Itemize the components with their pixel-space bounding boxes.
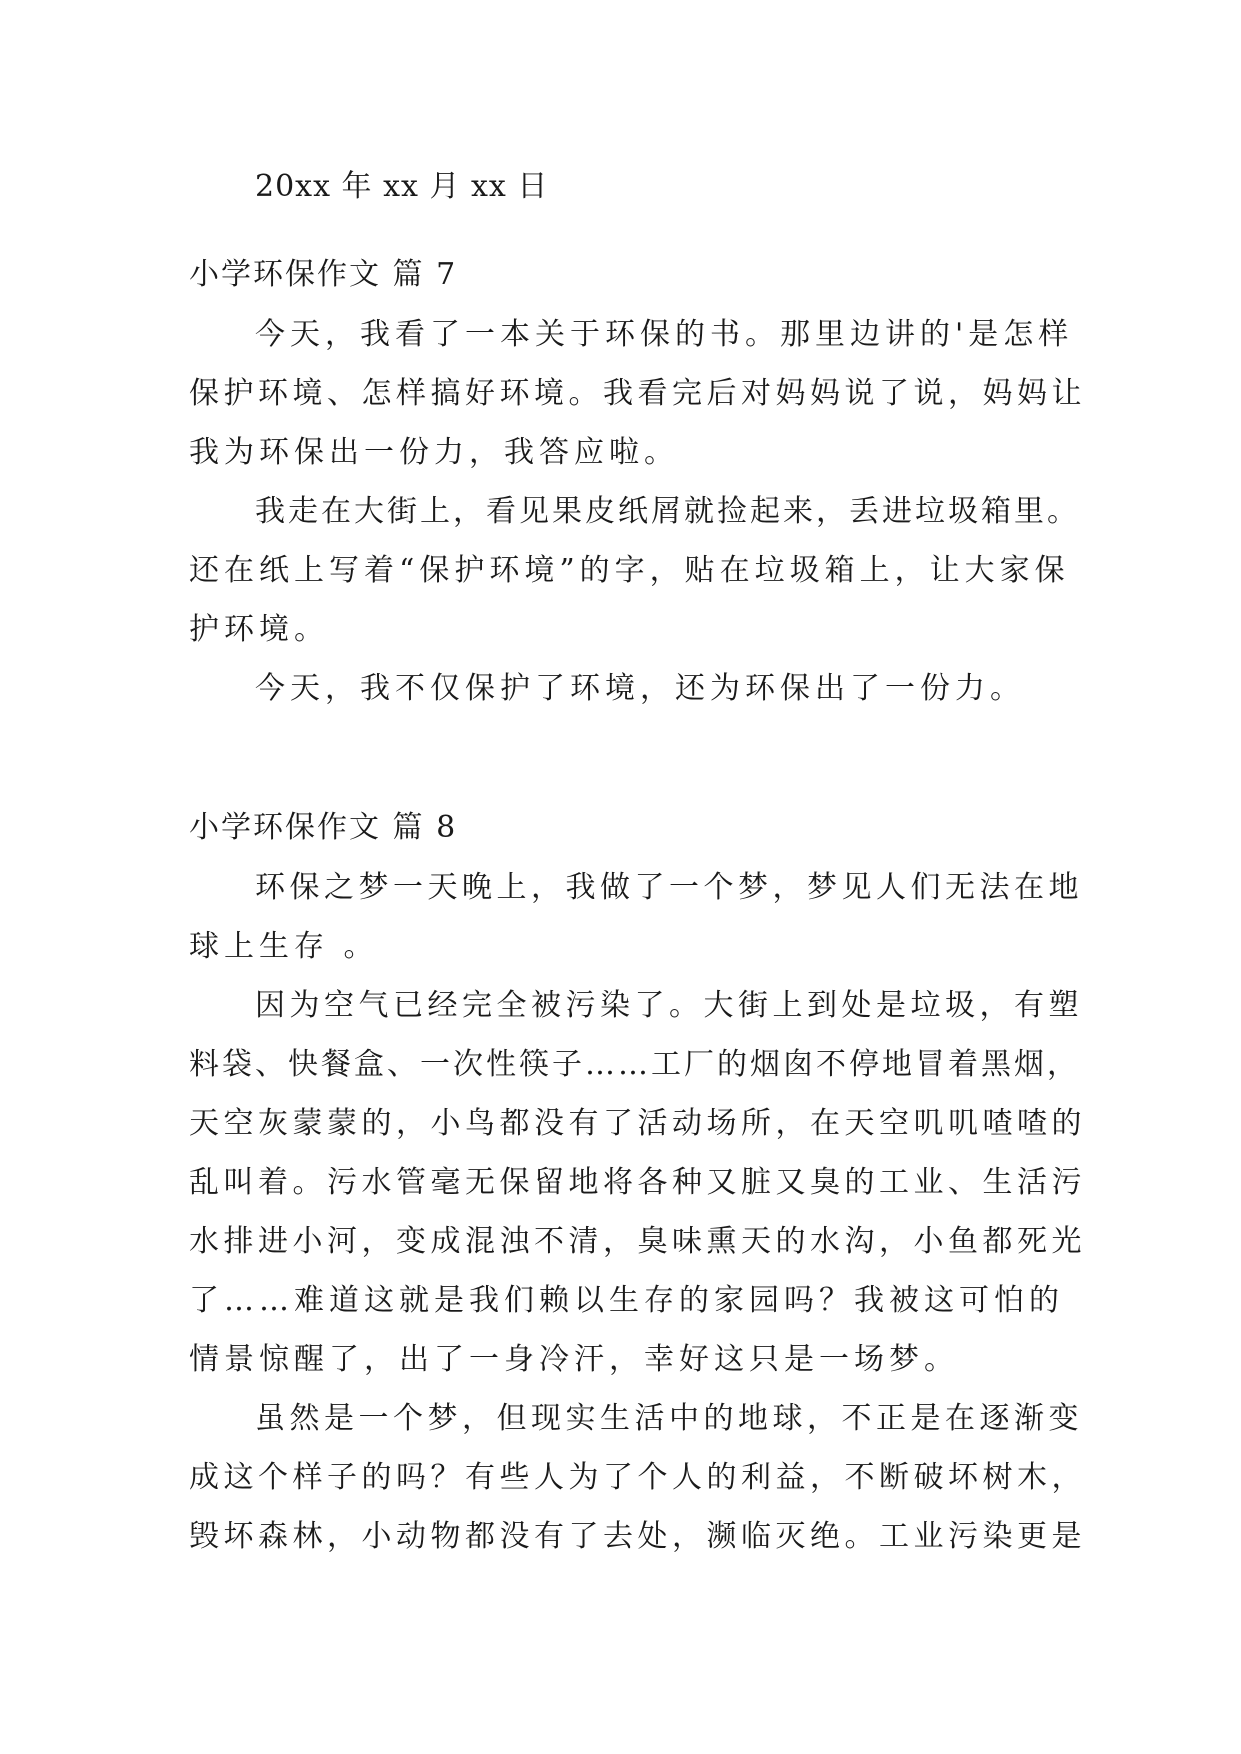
paragraph-line: 乱叫着。污水管毫无保留地将各种又脏又臭的工业、生活污 <box>189 1165 1086 1200</box>
paragraph-line: 料袋、快餐盒、一次性筷子……工厂的烟囱不停地冒着黑烟， <box>189 1047 1080 1082</box>
paragraph-line: 护环境。 <box>189 612 329 647</box>
paragraph-line: 因为空气已经完全被污染了。大街上到处是垃圾，有塑 <box>255 988 1083 1023</box>
paragraph-line: 虽然是一个梦，但现实生活中的地球，不正是在逐渐变 <box>255 1401 1083 1436</box>
date-line: 20xx 年 xx 月 xx 日 <box>255 169 549 204</box>
paragraph-line: 我走在大街上，看见果皮纸屑就捡起来，丢进垃圾箱里。 <box>255 494 1080 529</box>
paragraph-line: 环保之梦一天晚上，我做了一个梦，梦见人们无法在地 <box>255 870 1083 905</box>
paragraph-line: 水排进小河，变成混浊不清，臭味熏天的水沟，小鱼都死光 <box>189 1224 1086 1259</box>
section-7-heading: 小学环保作文 篇 7 <box>189 257 458 292</box>
paragraph-line: 今天，我看了一本关于环保的书。那里边讲的'是怎样 <box>255 317 1074 352</box>
paragraph-line: 成这个样子的吗？有些人为了个人的利益，不断破坏树木， <box>189 1460 1086 1495</box>
section-8-heading: 小学环保作文 篇 8 <box>189 810 458 845</box>
paragraph-line: 我为环保出一份力，我答应啦。 <box>189 435 679 470</box>
paragraph-line: 还在纸上写着“保护环境”的字，贴在垃圾箱上，让大家保 <box>189 553 1070 588</box>
paragraph-line: 了……难道这就是我们赖以生存的家园吗？我被这可怕的 <box>189 1283 1064 1318</box>
paragraph-line: 今天，我不仅保护了环境，还为环保出了一份力。 <box>255 671 1025 706</box>
paragraph-line: 天空灰蒙蒙的，小鸟都没有了活动场所，在天空叽叽喳喳的 <box>189 1106 1086 1141</box>
paragraph-line: 保护环境、怎样搞好环境。我看完后对妈妈说了说，妈妈让 <box>189 376 1086 411</box>
paragraph-line: 毁坏森林，小动物都没有了去处，濒临灭绝。工业污染更是 <box>189 1519 1086 1554</box>
paragraph-line: 情景惊醒了，出了一身冷汗，幸好这只是一场梦。 <box>189 1342 959 1377</box>
paragraph-line: 球上生存 。 <box>189 929 379 964</box>
